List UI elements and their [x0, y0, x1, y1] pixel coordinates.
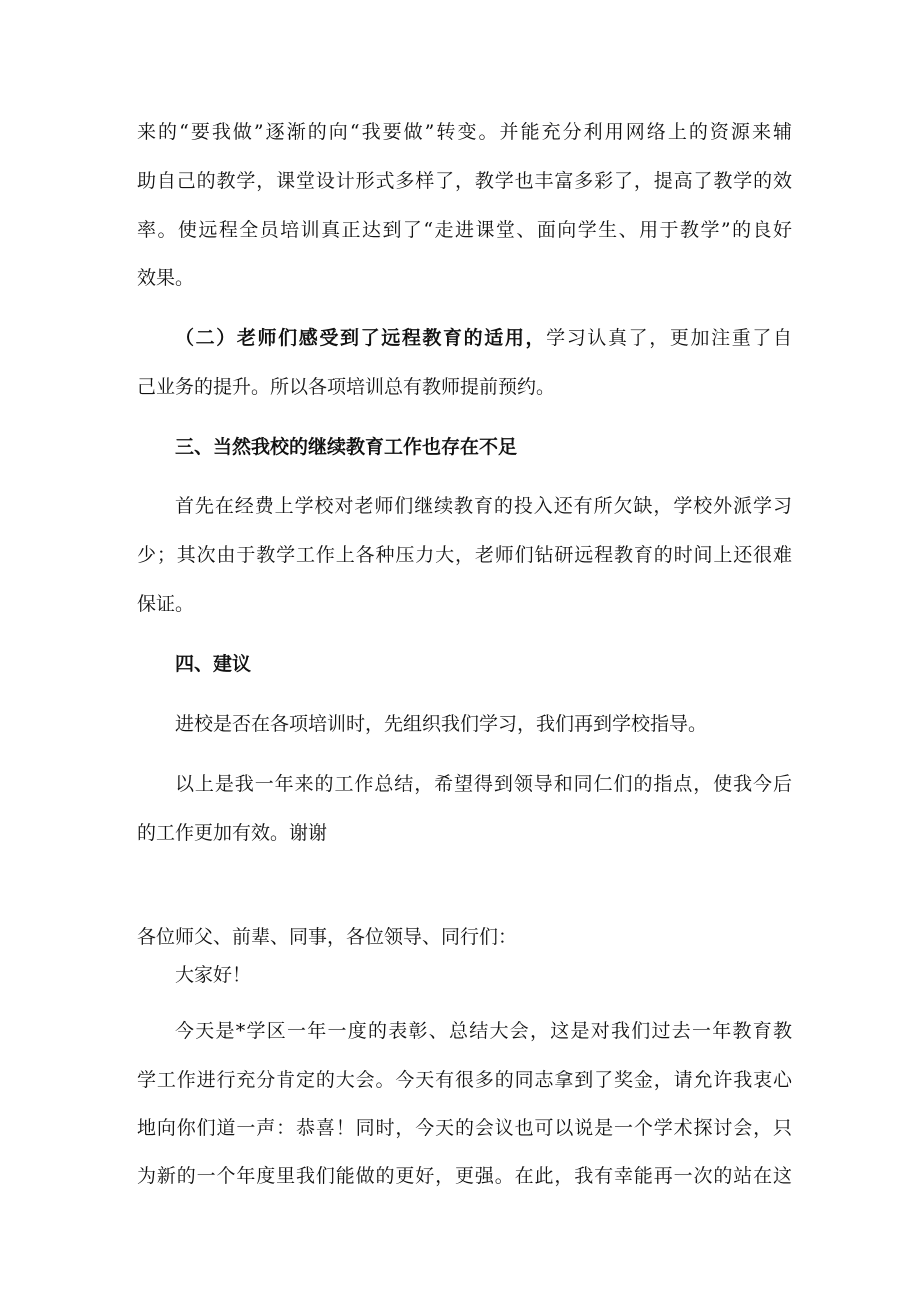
- bold-lead-text: （二）老师们感受到了远程教育的适用，: [175, 327, 547, 349]
- paragraph-line: 今天是*学区一年一度的表彰、总结大会，这是对我们过去一年教育教: [175, 1020, 792, 1042]
- paragraph-line: 进校是否在各项培训时，先组织我们学习，我们再到学校指导。: [175, 713, 708, 735]
- section-heading: 四、建议: [175, 653, 252, 675]
- paragraph-line: 以上是我一年来的工作总结，希望得到领导和同仁们的指点，使我今后: [175, 773, 792, 795]
- paragraph-line: 保证。: [137, 593, 195, 615]
- paragraph-line: 为新的一个年度里我们能做的更好，更强。在此，我有幸能再一次的站在这: [137, 1165, 792, 1187]
- greeting-line: 大家好！: [175, 964, 252, 986]
- salutation-line: 各位师父、前辈、同事，各位领导、同行们：: [137, 926, 518, 948]
- paragraph-text: 学习认真了，更加注重了自: [546, 327, 792, 349]
- paragraph-line: [175, 326, 792, 350]
- paragraph-line: 来的“要我做”逐渐的向“我要做”转变。并能充分利用网络上的资源来辅: [137, 121, 792, 143]
- paragraph-line: 效果。: [137, 267, 195, 289]
- paragraph-line: 的工作更加有效。谢谢: [137, 822, 328, 844]
- paragraph-line: 率。使远程全员培训真正达到了“走进课堂、面向学生、用于教学”的良好: [137, 219, 792, 241]
- paragraph-line: 学工作进行充分肯定的大会。今天有很多的同志拿到了奖金，请允许我衷心: [137, 1069, 792, 1091]
- section-heading: 三、当然我校的继续教育工作也存在不足: [175, 436, 518, 458]
- paragraph-line: 少；其次由于教学工作上各种压力大，老师们钻研远程教育的时间上还很难: [137, 544, 792, 566]
- paragraph-line: 地向你们道一声：恭喜！同时，今天的会议也可以说是一个学术探讨会，只: [137, 1117, 792, 1139]
- paragraph-line: 助自己的教学，课堂设计形式多样了，教学也丰富多彩了，提高了教学的效: [137, 170, 792, 192]
- paragraph-line: 己业务的提升。所以各项培训总有教师提前预约。: [137, 376, 556, 398]
- paragraph-line: 首先在经费上学校对老师们继续教育的投入还有所欠缺，学校外派学习: [175, 495, 792, 517]
